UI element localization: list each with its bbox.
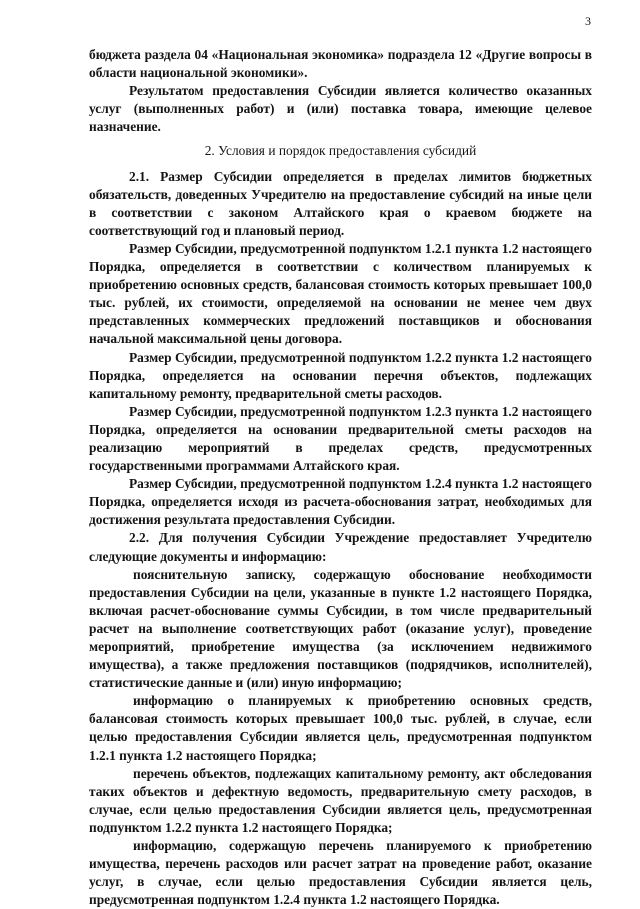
section-title: 2. Условия и порядок предоставления субсидий	[204, 143, 477, 159]
list-item-property-info: информацию, содержащую перечень планируемого к приобретению имущества, перечень расходов или расчет затрат на проведение работ, оказание услуг, в случае, если целью предоставления Субсидии является цель, предусмотренная подпунктом 1.2.4 пункта 1.2 настоящего Порядка.	[89, 838, 592, 908]
paragraph-2-2: 2.2. Для получения Субсидии Учреждение предоставляет Учредителю следующие документы и информацию:	[89, 530, 592, 564]
list-item-explanatory-note: пояснительную записку, содержащую обоснование необходимости предоставления Субсидии на цели, указанные в пункте 1.2 настоящего Порядка, включая расчет-обоснование суммы Субсидии, в том числе предварительный расчет на выполнение соответствующих работ (оказание услуг), проведение мероприятий, приобретение имущества (за исключением недвижимого имущества), а также предложения поставщиков (подрядчиков, исполнителей), статистические данные и (или) иную информацию;	[89, 566, 592, 691]
paragraph-subsidy-1-2-1: Размер Субсидии, предусмотренной подпунктом 1.2.1 пункта 1.2 настоящего Порядка, определяется в соответствии с количеством планируемых к приобретению основных средств, балансовая стоимость которых превышает 100,0 тыс. рублей, их стоимости, определяемой на основании не менее чем двух представленных коммерческих предложений поставщиков и обоснования начальной максимальной цены договора.	[89, 240, 592, 347]
paragraph-subsidy-1-2-2: Размер Субсидии, предусмотренной подпунктом 1.2.2 пункта 1.2 настоящего Порядка, определяется на основании перечня объектов, подлежащих капитальному ремонту, предварительной сметы расходов.	[89, 349, 592, 401]
paragraph-2-1: 2.1. Размер Субсидии определяется в пределах лимитов бюджетных обязательств, доведенных Учредителю на предоставление субсидий на иные цели в соответствии с законом Алтайского края о краевом бюджете на соответствующий год и плановый период.	[89, 168, 592, 238]
paragraph-subsidy-1-2-4: Размер Субсидии, предусмотренной подпунктом 1.2.4 пункта 1.2 настоящего Порядка, определяется исходя из расчета-обоснования затрат, необходимых для достижения результата предоставления Субсидии.	[89, 476, 592, 528]
paragraph-result: Результатом предоставления Субсидии является количество оказанных услуг (выполненных работ) и (или) поставка товара, имеющие целевое назначение.	[89, 83, 592, 135]
page-number: 3	[585, 14, 591, 28]
list-item-fixed-assets: информацию о планируемых к приобретению основных средств, балансовая стоимость которых превышает 100,0 тыс. рублей, в случае, если целью предоставления Субсидии является цель, предусмотренная подпунктом 1.2.1 пункта 1.2 настоящего Порядка;	[89, 693, 592, 763]
paragraph-continuation: бюджета раздела 04 «Национальная экономика» подраздела 12 «Другие вопросы в области национальной экономики».	[89, 47, 592, 81]
paragraph-subsidy-1-2-3: Размер Субсидии, предусмотренной подпунктом 1.2.3 пункта 1.2 настоящего Порядка, определяется на основании предварительной сметы расходов на реализацию мероприятий в пределах средств, предусмотренных государственными программами Алтайского края.	[89, 403, 592, 474]
list-item-repair-objects: перечень объектов, подлежащих капитальному ремонту, акт обследования таких объектов и дефектную ведомость, предварительную смету расходов, в случае, если целью предоставления Субсидии является цель, предусмотренная подпунктом 1.2.2 пункта 1.2 настоящего Порядка;	[89, 765, 592, 835]
document-body	[89, 46, 592, 909]
